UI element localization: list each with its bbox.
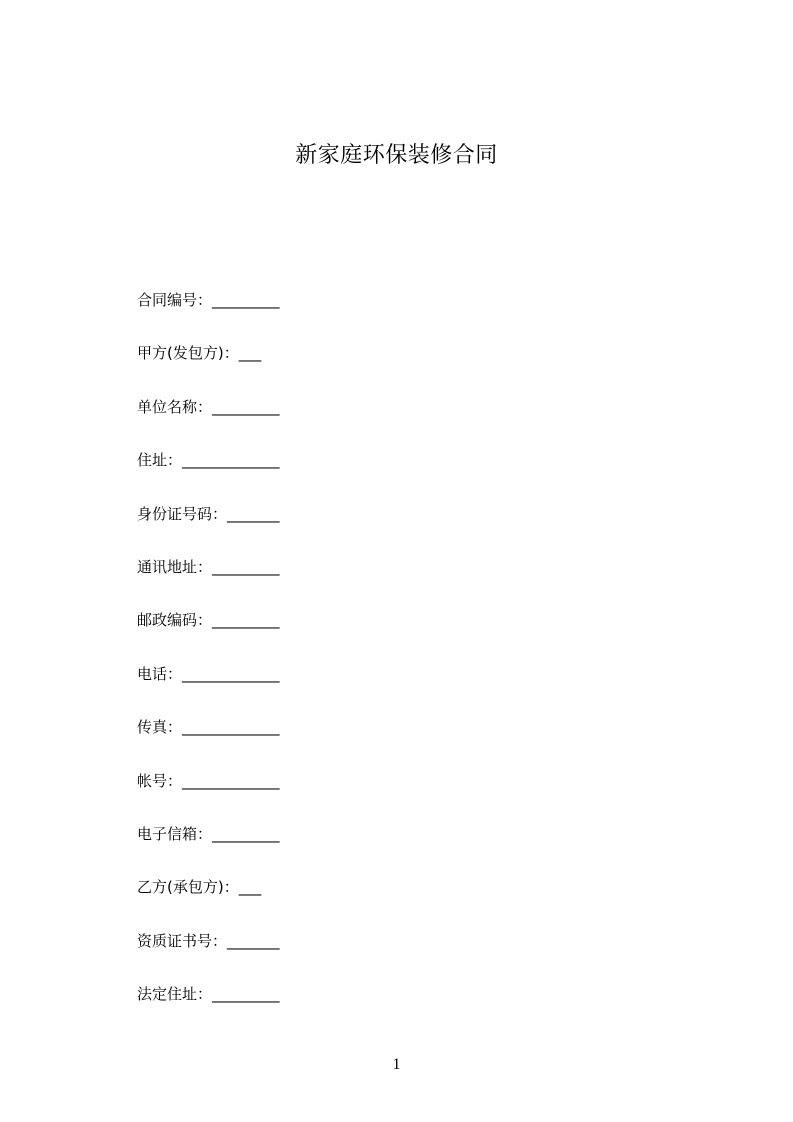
field-fax: 传真：_____________ (137, 718, 280, 737)
field-email: 电子信箱：_________ (137, 824, 280, 843)
field-account: 帐号：_____________ (137, 771, 280, 790)
page-number: 1 (392, 1056, 401, 1073)
contract-fields (137, 288, 557, 1035)
field-contract-number: 合同编号：_________ (137, 291, 280, 309)
page-title: 新家庭环保装修合同 (295, 143, 498, 168)
field-phone: 电话：_____________ (137, 664, 280, 683)
field-qualification-cert: 资质证书号：_______ (137, 931, 280, 950)
field-postal-code: 邮政编码：_________ (137, 611, 280, 630)
field-address: 住址：_____________ (137, 451, 280, 470)
field-unit-name: 单位名称：_________ (137, 397, 280, 416)
field-mailing-address: 通讯地址：_________ (137, 557, 280, 576)
field-id-number: 身份证号码：_______ (137, 504, 280, 523)
field-legal-address: 法定住址：_________ (137, 985, 280, 1004)
field-party-b: 乙方(承包方)：___ (137, 878, 262, 897)
field-party-a: 甲方(发包方)：___ (137, 344, 262, 363)
